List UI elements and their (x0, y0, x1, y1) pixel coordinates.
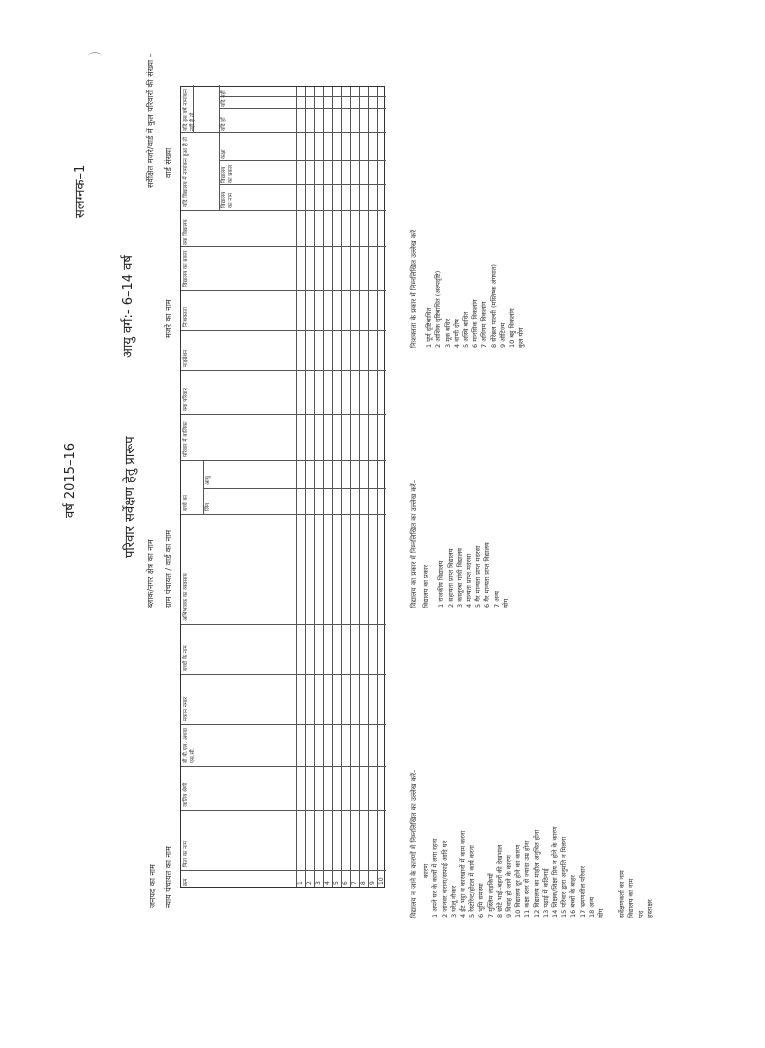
list-item: 5 गैर मान्यता प्राप्त मदरसा (474, 545, 483, 608)
school-type-heading: विद्यालय का प्रकार में निम्नलिखित का उल्लेख करें– (410, 479, 418, 608)
col-guardian-occupation: अभिभावक का व्यवसाय (183, 573, 189, 621)
col-school-enrolled: क्या विद्यालय (183, 219, 189, 245)
table-row: 10 (378, 877, 385, 885)
list-item: 4 वाणी दोष (452, 319, 461, 348)
list-item: 4 मान्यता प्राप्त मदरसा (465, 553, 474, 608)
col-disability: निःशक्तता (183, 307, 189, 327)
list-item: योग (501, 598, 510, 608)
subcol-if-no: यदि नहीं (221, 90, 227, 107)
reasons-list (410, 770, 655, 918)
village-field: मजरे का नाम (164, 299, 173, 338)
table-row: 2 (306, 881, 313, 885)
col-family: क्या परिवार (183, 388, 189, 411)
table-row: 9 (369, 881, 376, 885)
col-bpl: बी.पी.एल. अथवा एस.सी. (183, 727, 196, 763)
list-item: 7 मुस्लिम लड़कियाँ (486, 873, 495, 918)
reasons-subheading: कारण (422, 863, 431, 878)
subcol-if-yes: यदि हाँ (221, 117, 227, 131)
district-field: जनपद का नाम (148, 864, 157, 908)
list-item: 7 अन्य (492, 591, 501, 608)
school-type-list (410, 480, 511, 608)
subcol-gender: लिंग (205, 502, 211, 511)
list-item: कुल योग (517, 327, 526, 348)
list-item: योग (597, 908, 606, 918)
subcol-class: कक्षा (221, 149, 227, 159)
list-item: 9 विवाह हो जाने के कारण (505, 855, 514, 918)
list-item: 12 विद्यालय का माहौल अनुचित होना (532, 829, 541, 918)
subcol-school-name: विद्यालय का नाम (221, 191, 234, 208)
school-name: विद्यालय का नाम (627, 878, 636, 918)
list-item: 10 विद्यालय दूर होने का कारण (514, 844, 523, 918)
list-item: 3 मूक बधिर (443, 318, 452, 348)
form-title: परिवार सर्वेक्षण हेतु प्रारूप (123, 436, 138, 558)
col-house-no: मकान नम्बर (183, 697, 189, 721)
col-serial: क्रम (183, 878, 189, 886)
list-item: 10 बहु विकलांग (508, 308, 517, 348)
list-item: 15 परिवार द्वारा अनुमति न मिलना (560, 836, 569, 918)
table-row: 3 (315, 881, 322, 885)
surveyor-name: सर्वेक्षणकर्ता का नाम (618, 870, 627, 918)
list-item: 3 कस्तूरबा गांधी विद्यालय (455, 548, 464, 608)
nyay-panchayat-field: न्याय पंचायत का नाम (164, 846, 173, 908)
list-item: 17 भ्रमणशील परिवार (578, 865, 587, 918)
list-item: 8 सेरेब्रल पाल्सी (मस्तिष्क अंगघात) (489, 264, 498, 348)
table-row: 7 (351, 881, 358, 885)
disability-type-list (410, 230, 526, 348)
ward-number-field: वार्ड संख्या (164, 147, 173, 178)
list-item: 11 कक्षा स्तर से ज्यादा उम्र होना (523, 840, 532, 918)
table-row: 8 (360, 881, 367, 885)
year-heading: वर्ष 2015–16 (63, 442, 78, 518)
col-school-type: विद्यालय का प्रकार (183, 250, 189, 287)
list-item: 6 भूमि समस्या (477, 883, 486, 918)
col-if-enrolled: यदि विद्यालय में नामांकन हुआ है तो (183, 136, 189, 207)
post-label: पद (636, 910, 645, 918)
col-father-name: पिता का नाम (183, 840, 189, 867)
list-item: 8 छोटे भाई–बहनों की देखभाल (495, 844, 504, 918)
list-item: 13 पढ़ाई में कठिनाई (541, 868, 550, 918)
gram-panchayat-field: ग्राम पंचायत / वार्ड का नाम (164, 530, 173, 608)
list-item: 6 मानसिक विकलांग (471, 299, 480, 348)
list-item: 9 ऑटिज्म (498, 322, 507, 348)
disability-heading: निःशक्तता के प्रकार में निम्नलिखित उल्लेख करें (410, 229, 418, 348)
list-item: 2 जानवर चराना/सफाई आदि घर (440, 840, 449, 918)
list-item: 1 अपने घर के कार्यों में लगा रहना (431, 838, 440, 918)
school-type-subheading: विद्यालय का प्रकार (422, 564, 431, 608)
list-item: 16 बच्चों के बाहर (569, 875, 578, 918)
age-range: आयु वर्ग:- 6–14 वर्ष (121, 255, 136, 358)
subcol-school-type: विद्यालय का प्रकार (221, 164, 234, 183)
col-girl-child: परिवार में बालिका (183, 421, 189, 457)
list-item: 3 घरेलू नौकर (449, 885, 458, 918)
survey-table (180, 86, 385, 888)
col-migration: माइग्रेशन (183, 349, 189, 367)
table-row: 1 (297, 881, 304, 885)
list-item: 2 आंशिक दृष्टिबाधित (अल्पदृष्टि) (434, 270, 443, 348)
col-if-not-enrolled: यदि इस वर्ष नामांकन नहीं है तो (183, 89, 196, 131)
list-item: 5 रेस्टोरेन्ट/होटल में कार्य करना (468, 845, 477, 918)
block-field: ब्लाक/नगर क्षेत्र का नाम (146, 539, 155, 608)
list-item: 18 अन्य (587, 897, 596, 918)
list-item: 14 शिक्षक/शिक्षा प्रिय न होने के कारण (551, 826, 560, 918)
list-item: 7 अधिगम विकलांग (480, 301, 489, 348)
reasons-heading: विद्यालय न जाने के कारणों में निम्नलिखित का उल्लेख करें– (410, 769, 418, 918)
col-caste: जातिय श्रेणी (183, 782, 189, 807)
signature-label: हस्ताक्षर (645, 899, 654, 918)
list-item: 4 ईंट भट्ठा व कारखानों में काम करना (459, 830, 468, 918)
col-child-name: बच्चों के नाम (183, 645, 189, 671)
annex-label: सलग्नक–1 (73, 164, 88, 218)
table-row: 4 (324, 881, 331, 885)
list-item: 1 राजकीय विद्यालय (437, 560, 446, 608)
table-row: 6 (342, 881, 349, 885)
census-note: सर्वेक्षित मजरे/वार्ड में कुल परिवारों की संख्या – (146, 53, 155, 188)
list-item: 2 सहायता प्राप्त विद्यालय (446, 548, 455, 608)
col-child: बच्चे का (183, 494, 189, 511)
list-item: 6 गैर मान्यता प्राप्त विद्यालय (483, 542, 492, 608)
subcol-age: आयु (205, 476, 211, 485)
list-item: 1 पूर्ण दृष्टिबाधित (425, 307, 434, 348)
list-item: 5 अस्थि बाधित (462, 311, 471, 348)
table-row: 5 (333, 881, 340, 885)
